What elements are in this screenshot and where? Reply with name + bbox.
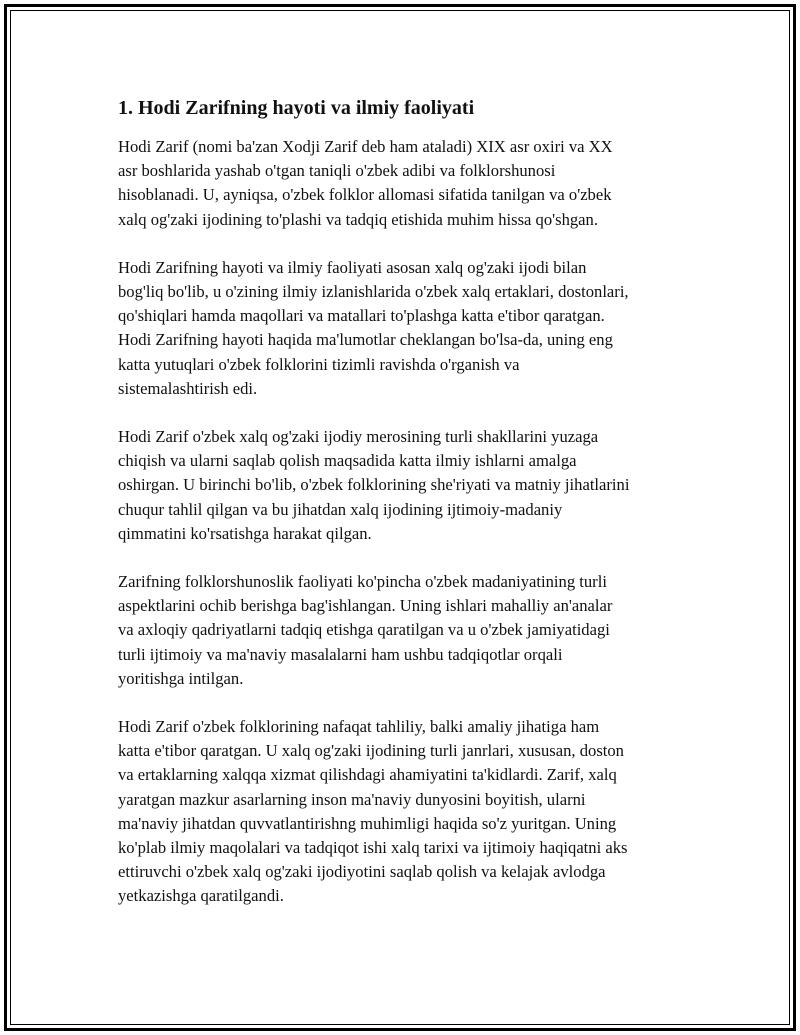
text-line: yoritishga intilgan. <box>118 668 244 688</box>
document-body <box>118 95 698 933</box>
text-line: Zarifning folklorshunoslik faoliyati ko'pincha o'zbek madaniyatining turli <box>118 572 607 592</box>
text-line: Hodi Zarif o'zbek folklorining nafaqat tahliliy, balki amaliy jihatiga ham <box>118 717 600 737</box>
text-line: asr boshlarida yashab o'tgan taniqli o'zbek adibi va folklorshunosi <box>118 161 556 181</box>
text-line: va axloqiy qadriyatlarni tadqiq etishga qaratilgan va u o'zbek jamiyatidagi <box>118 620 610 640</box>
text-line: Hodi Zarifning hayoti haqida ma'lumotlar cheklangan bo'lsa-da, uning eng <box>118 330 613 350</box>
page-border <box>4 4 796 1031</box>
text-line: ma'naviy jihatdan quvvatlantirishng muhimligi haqida so'z yuritgan. Uning <box>118 813 617 833</box>
text-line: yaratgan mazkur asarlarning inson ma'naviy dunyosini boyitish, ularni <box>118 789 586 809</box>
text-line: Hodi Zarifning hayoti va ilmiy faoliyati asosan xalq og'zaki ijodi bilan <box>118 257 587 277</box>
text-line: turli ijtimoiy va ma'naviy masalalarni ham ushbu tadqiqotlar orqali <box>118 644 563 664</box>
section-heading: 1. Hodi Zarifning hayoti va ilmiy faoliyati <box>118 97 475 119</box>
text-line: qimmatini ko'rsatishga harakat qilgan. <box>118 523 372 543</box>
body-paragraph <box>118 570 698 691</box>
text-line: Hodi Zarif o'zbek xalq og'zaki ijodiy merosining turli shakllarini yuzaga <box>118 427 599 447</box>
text-line: chiqish va ularni saqlab qolish maqsadida katta ilmiy ishlarni amalga <box>118 451 577 471</box>
text-line: Hodi Zarif (nomi ba'zan Xodji Zarif deb ham ataladi) XIX asr oxiri va XX <box>118 137 613 156</box>
text-line: ko'plab ilmiy maqolalari va tadqiqot ishi xalq tarixi va ijtimoiy haqiqatni aks <box>118 838 628 858</box>
text-line: sistemalashtirish edi. <box>118 378 258 398</box>
text-line: ettiruvchi o'zbek xalq og'zaki ijodiyotini saqlab qolish va kelajak avlodga <box>118 862 606 882</box>
text-line: xalq og'zaki ijodining to'plashi va tadqiq etishida muhim hissa qo'shgan. <box>118 209 598 229</box>
text-line: chuqur tahlil qilgan va bu jihatdan xalq ijodining ijtimoiy-madaniy <box>118 499 563 519</box>
text-line: katta e'tibor qaratgan. U xalq og'zaki ijodining turli janrlari, xususan, doston <box>118 741 624 761</box>
text-line: aspektlarini ochib berishga bag'ishlangan. Uning ishlari mahalliy an'analar <box>118 596 613 616</box>
body-paragraph <box>118 425 698 546</box>
text-line: qo'shiqlari hamda maqollari va matallari to'plashga katta e'tibor qaratgan. <box>118 306 605 326</box>
text-line: yetkazishga qaratilgandi. <box>118 886 284 906</box>
body-paragraph <box>118 256 698 401</box>
paragraph-list <box>118 135 698 909</box>
text-line: oshirgan. U birinchi bo'lib, o'zbek folklorining she'riyati va matniy jihatlarini <box>118 475 630 495</box>
text-line: katta yutuqlari o'zbek folklorini tizimli ravishda o'rganish va <box>118 354 520 374</box>
text-line: hisoblanadi. U, ayniqsa, o'zbek folklor allomasi sifatida tanilgan va o'zbek <box>118 185 612 205</box>
body-paragraph <box>118 135 698 232</box>
text-line: bog'liq bo'lib, u o'zining ilmiy izlanishlarida o'zbek xalq ertaklari, dostonlari, <box>118 282 629 302</box>
text-line: va ertaklarning xalqqa xizmat qilishdagi ahamiyatini ta'kidlardi. Zarif, xalq <box>118 765 617 785</box>
body-paragraph <box>118 715 698 909</box>
